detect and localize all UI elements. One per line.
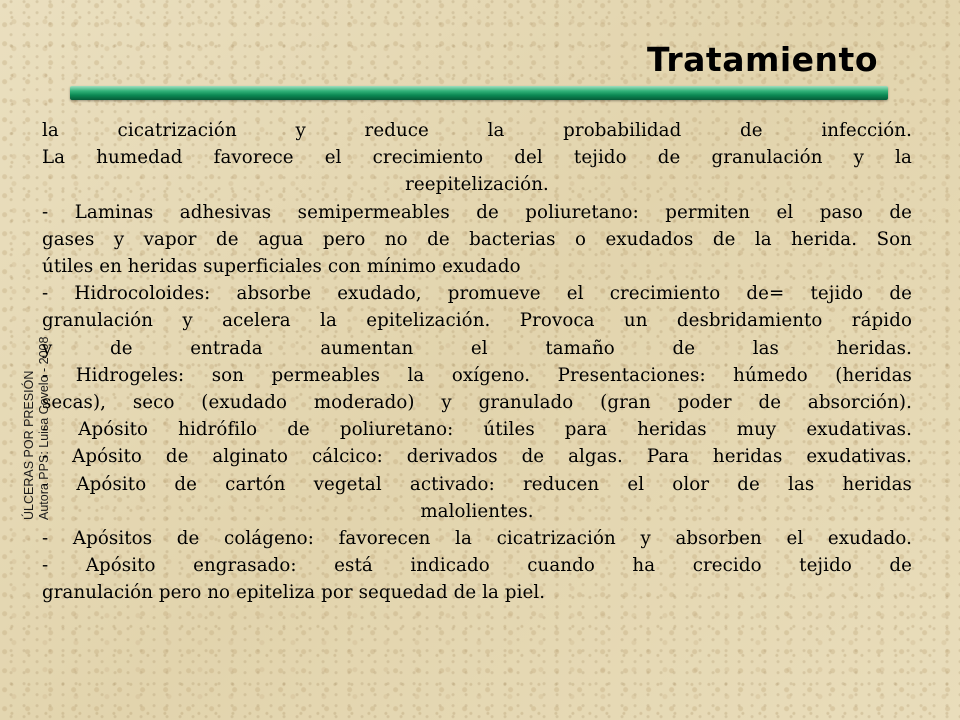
body-line: - Hidrogeles: son permeables la oxígeno. Presentaciones: húmedo (heridas <box>42 364 912 386</box>
body-line: La humedad favorece el crecimiento del tejido de granulación y la <box>42 147 912 169</box>
body-line: granulación y acelera la epitelización. Provoca un desbridamiento rápido <box>42 310 912 332</box>
body-line: - Apósito engrasado: está indicado cuando ha crecido tejido de <box>42 555 912 577</box>
body-line: y de entrada aumentan el tamaño de las heridas. <box>42 337 912 359</box>
body-line: gases y vapor de agua pero no de bacterias o exudados de la herida. Son <box>42 228 912 250</box>
side-caption-topic: ÚLCERAS POR PRESIÓN <box>22 370 36 520</box>
body-line: la cicatrización y reduce la probabilidad de infección. <box>42 120 912 141</box>
body-line: - Apósito hidrófilo de poliuretano: útiles para heridas muy exudativas. <box>42 419 912 441</box>
title-underline-bar <box>70 86 888 100</box>
body-line: - Hidrocoloides: absorbe exudado, promueve el crecimiento de= tejido de <box>42 283 912 305</box>
body-line: útiles en heridas superficiales con mínimo exudado <box>42 256 521 278</box>
slide-body <box>42 117 912 607</box>
body-line: secas), seco (exudado moderado) y granulado (gran poder de absorción). <box>42 392 912 414</box>
body-line: - Laminas adhesivas semipermeables de poliuretano: permiten el paso de <box>42 201 912 223</box>
body-line: - Apósitos de colágeno: favorecen la cicatrización y absorben el exudado. <box>42 528 912 550</box>
body-line: reepitelización. <box>405 174 549 196</box>
body-line: malolientes. <box>420 500 534 522</box>
body-line: granulación pero no epiteliza por sequedad de la piel. <box>42 582 546 604</box>
side-caption-author: Autora PPS: Luisa Covelo - 2008 <box>37 336 51 520</box>
body-line: - Apósito de alginato cálcico: derivados de algas. Para heridas exudativas. <box>42 446 912 468</box>
body-line: - Apósito de cartón vegetal activado: reducen el olor de las heridas <box>42 473 912 495</box>
slide-title: Tratamiento <box>647 40 878 79</box>
